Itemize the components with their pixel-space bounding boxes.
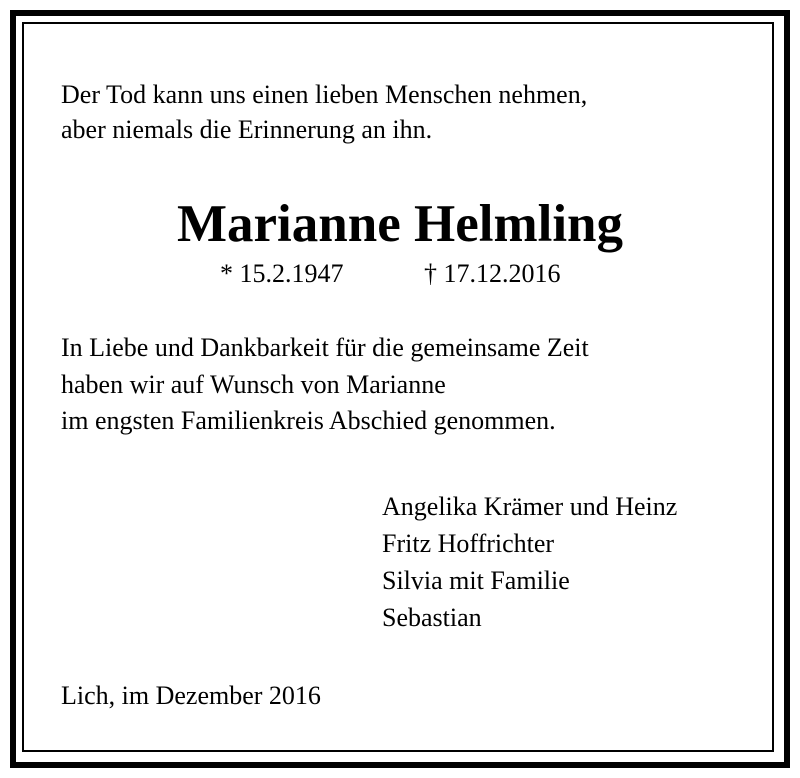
- mourner-name: Sebastian: [382, 603, 482, 632]
- mourner-name: Silvia mit Familie: [382, 566, 570, 595]
- deceased-name: Marianne Helmling: [176, 195, 624, 253]
- message-line-3: im engsten Familienkreis Abschied genommen.: [61, 406, 556, 435]
- death-date: † 17.12.2016: [424, 259, 561, 288]
- motto-line-2: aber niemals die Erinnerung an ihn.: [61, 115, 433, 144]
- message-line-2: haben wir auf Wunsch von Marianne: [61, 370, 446, 399]
- motto-line-1: Der Tod kann uns einen lieben Menschen nehmen,: [61, 80, 588, 109]
- birth-date: * 15.2.1947: [220, 259, 344, 288]
- message-line-1: In Liebe und Dankbarkeit für die gemeinsame Zeit: [61, 333, 589, 362]
- place-and-date: Lich, im Dezember 2016: [61, 681, 321, 710]
- mourner-name: Angelika Krämer und Heinz: [382, 492, 678, 521]
- mourner-name: Fritz Hoffrichter: [382, 529, 555, 558]
